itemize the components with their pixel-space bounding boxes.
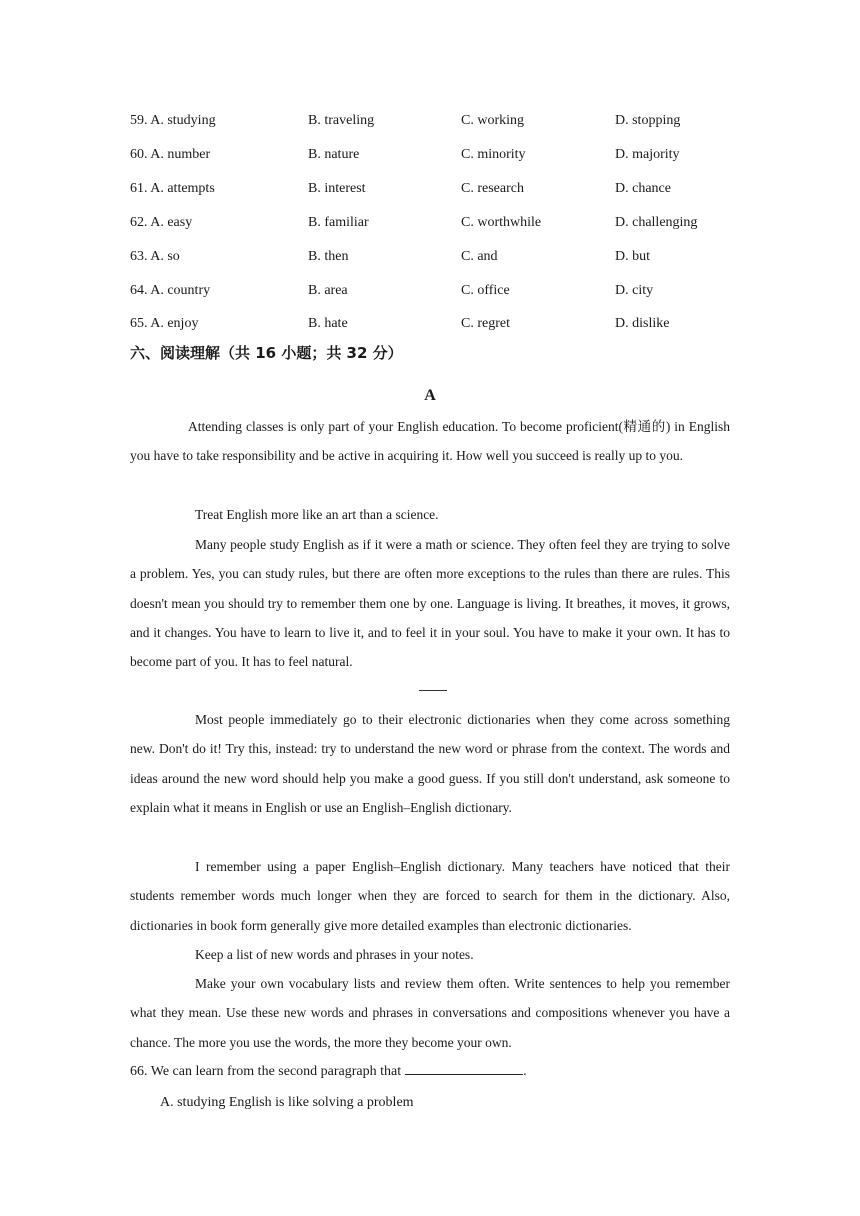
option-59-c: C. working <box>461 113 524 128</box>
answer-blank <box>405 1060 523 1075</box>
option-62-d: D. challenging <box>615 215 698 230</box>
paragraph-vocabulary-lists: Make your own vocabulary lists and review them often. Write sentences to help you remember what they mean. Use these new words and phrases in conversations and compositions whenever you have a chance. The more you use the words, the more they become your own. <box>130 976 730 1050</box>
option-64-d: D. city <box>615 283 654 298</box>
choice-66-a: A. studying English is like solving a problem <box>160 1095 414 1110</box>
option-row-60 <box>130 144 730 166</box>
question-66-end: . <box>523 1064 527 1079</box>
passage-label: A <box>424 387 436 404</box>
option-64-c: C. office <box>461 283 510 298</box>
option-65-c: C. regret <box>461 316 510 331</box>
option-row-63 <box>130 246 730 268</box>
option-64-a: 64. A. country <box>130 283 211 298</box>
option-61-a: 61. A. attempts <box>130 181 215 196</box>
option-63-d: D. but <box>615 249 650 264</box>
option-63-a: 63. A. so <box>130 249 180 264</box>
option-59-a: 59. A. studying <box>130 113 216 128</box>
missing-heading-blank <box>419 690 447 691</box>
paragraph-dictionaries: Most people immediately go to their electronic dictionaries when they come across something new. Don't do it! Try this, instead: try to understand the new word or phrase from the context. The words and ideas around the new word should help you make a good guess. If you still don't understand, ask someone to explain what it means in English or use an English–English dictionary. <box>130 712 730 815</box>
option-64-b: B. area <box>308 283 348 298</box>
option-65-d: D. dislike <box>615 316 670 331</box>
paragraph-art-not-science: Many people study English as if it were a math or science. They often feel they are trying to solve a problem. Yes, you can study rules, but there are often more exceptions to the rules than there are rules. This doesn't mean you should try to remember them one by one. Language is living. It breathes, it moves, it grows, and it changes. You have to learn to live it, and to feel it in your soul. You have to make it your own. It has to become part of you. It has to feel natural. <box>130 537 730 670</box>
option-row-62 <box>130 212 730 234</box>
option-63-c: C. and <box>461 249 498 264</box>
paragraph-intro: Attending classes is only part of your English education. To become proficient(精通的) in English you have to take responsibility and be active in acquiring it. How well you succeed is really up to you. <box>130 419 730 464</box>
option-60-d: D. majority <box>615 147 680 162</box>
option-60-c: C. minority <box>461 147 526 162</box>
option-row-61 <box>130 178 730 200</box>
option-61-c: C. research <box>461 181 524 196</box>
question-66 <box>130 1060 527 1083</box>
section-heading: 六、阅读理解（共 16 小题；共 32 分） <box>130 344 403 362</box>
option-60-a: 60. A. number <box>130 147 211 162</box>
option-59-b: B. traveling <box>308 113 375 128</box>
option-62-b: B. familiar <box>308 215 369 230</box>
option-61-b: B. interest <box>308 181 366 196</box>
option-65-a: 65. A. enjoy <box>130 316 199 331</box>
option-62-c: C. worthwhile <box>461 215 542 230</box>
paragraph-tip-heading: Treat English more like an art than a science. <box>195 507 439 522</box>
option-62-a: 62. A. easy <box>130 215 193 230</box>
option-row-65 <box>130 313 730 335</box>
option-63-b: B. then <box>308 249 349 264</box>
option-65-b: B. hate <box>308 316 348 331</box>
question-66-stem: 66. We can learn from the second paragraph that <box>130 1064 402 1079</box>
option-row-59 <box>130 110 730 132</box>
paragraph-paper-dictionary: I remember using a paper English–English dictionary. Many teachers have noticed that their students remember words much longer when they are forced to search for them in the dictionary. Also, dictionaries in book form generally give more detailed examples than electronic dictionaries. <box>130 859 730 933</box>
option-60-b: B. nature <box>308 147 360 162</box>
option-row-64 <box>130 280 730 302</box>
option-59-d: D. stopping <box>615 113 681 128</box>
option-61-d: D. chance <box>615 181 671 196</box>
paragraph-tip-heading-2: Keep a list of new words and phrases in your notes. <box>195 947 474 962</box>
